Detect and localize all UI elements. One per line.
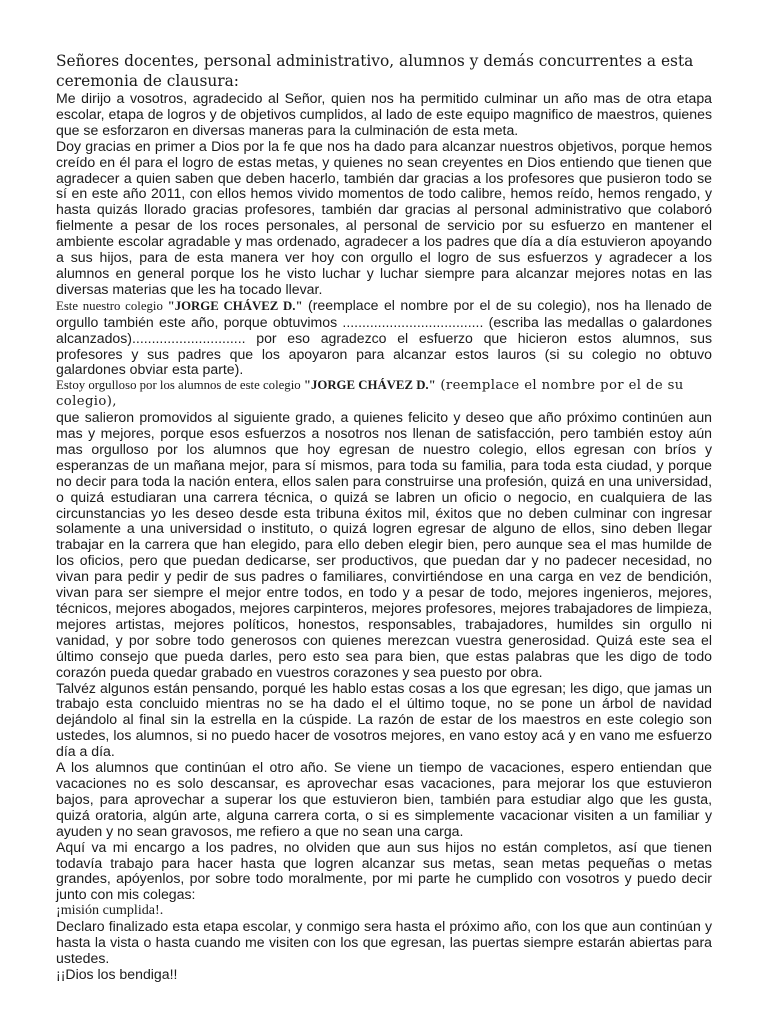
paragraph-students: que salieron promovidos al siguiente grado, a quienes felicito y deseo que año próximo continúen aun mas y mejores, porque esos esfuerzos a nosotros nos llenan de satisfacción, pero también estoy aún mas orgulloso por los alumnos que hoy egresan de nuestro colegio, ellos egresan con bríos y esperanzas de un mañana mejor, para sí mismos, para toda su familia, para toda esta ciudad, y porque no decir para toda la nación entera, ellos salen para construirse una profesión, quizá en una universidad, o quizá estudiaran una carrera técnica, o quizá se labren un oficio o negocio, en cualquiera de las circunstancias yo les deseo desde esta tribuna éxitos mil, éxitos que no deben culminar con ingresar solamente a una universidad o instituto, o quizá logren egresar de alguno de ellos, sino deben llegar trabajar en la carrera que han elegido, para ello deben elegir bien, pero aunque sea el mas humilde de los oficios, pero que puedan dedicarse, ser productivos, que puedan dar y no padecer necesidad, no vivan para pedir y pedir de sus padres o familiares, convirtiéndose en una carga en vez de bendición, vivan para ser siempre el mejor entre todos, en todo y a pesar de todo, mejores ingenieros, mejores, técnicos, mejores abogados, mejores carpinteros, mejores profesores, mejores trabajadores de limpieza, mejores artistas, mejores políticos, honestos, responsables, trabajadores, humildes sin orgullo ni vanidad, y por sobre todo generosos con quienes merezcan vuestra generosidad. Quizá este sea el último consejo que pueda darles, pero esto sea para bien, que estas palabras que les digo de todo corazón pueda quedar grabado en vuestros corazones y sea puesto por obra. (56, 409, 712, 680)
paragraph-reflection: Talvéz algunos están pensando, porqué les hablo estas cosas a los que egresan; les digo, que jamas un trabajo esta concluido mientras no se ha dado el el último toque, no se pone un árbol de navidad dejándolo al final sin la estrella en la cúspide. La razón de estar de los maestros en este colegio son ustedes, los alumnos, si no puedo hacer de vosotros mejores, en vano estoy acá y en vano me esfuerzo día a día. (56, 679, 712, 760)
paragraph-school-pride (56, 298, 712, 379)
paragraph-continuing: A los alumnos que continúan el otro año. Se viene un tiempo de vacaciones, espero entiendan que vacaciones no es solo descansar, es aprovechar esas vacaciones, para mejorar los que estuvieron bajos, para aprovechar a superar los que estuvieron bien, también para estudiar algo que les gusta, quizá oratoria, algún arte, alguna carrera corta, o si es simplemente vacacionar visiten a un familiar y ayuden y no sean gravosos, me refiero a que no sean una carga. (56, 759, 712, 839)
blessing-line: ¡¡Dios los bendiga!! (56, 965, 178, 982)
students-lead-text: Estoy orgulloso por los alumnos de este colegio (56, 378, 304, 393)
school-name: "JORGE CHÁVEZ D." (167, 298, 303, 313)
replace-note: (reemplace el nombre por el de su colegio), (56, 378, 684, 410)
paragraph-closing: Declaro finalizado esta etapa escolar, y conmigo sera hasta el próximo año, con los que aun continúan y hasta la vista o hasta cuando me visiten con los que egresan, las puertas siempre estarán abiertas para ustedes. (56, 918, 712, 966)
paragraph-thanks: Doy gracias en primer a Dios por la fe que nos ha dado para alcanzar nuestros objetivos, porque hemos creído en él para el logro de estas metas, y quienes no sean creyentes en Dios entiendo que tienen que agradecer a quien saben que deben hacerlo, también dar gracias a los profesores que pusieron todo se sí en este año 2011, con ellos hemos vivido momentos de todo calibre, hemos reído, hemos rengado, y hasta quizás llorado gracias profesores, también dar gracias al personal administrativo que colaboró fielmente a pesar de los roces personales, al personal de servicio por su esfuerzo en mantener el ambiente escolar agradable y mas ordenado, agradecer a los padres que día a día estuvieron apoyando a sus hijos, para de esta manera ver hoy con orgullo el logro de sus esfuerzos y agradecer a los alumnos en general porque los he visto luchar y luchar siempre para alcanzar mejores notas en las diversas materias que les ha tocado llevar. (56, 137, 712, 297)
paragraph-intro: Me dirijo a vosotros, agradecido al Señor, quien nos ha permitido culminar un año mas de otra etapa escolar, etapa de logros y de objetivos cumplidos, al lado de este equipo magnifico de maestros, quienes que se esforzaron en diversas maneras para la culminación de esta meta. (56, 90, 712, 138)
school-rest-text: (reemplace el nombre por el de su colegio), nos ha llenado de orgullo también este año, porque obtuvimos .................................... (escriba las medallas o galardones alcanzados)............................. por eso agradezco el esfuerzo que hicieron estos alumnos, sus profesores y sus padres que los apoyaron para alcanzar estos lauros (si su colegio no obtuvo galardones obviar esta parte). (56, 296, 712, 378)
school-lead-text: Este nuestro colegio (56, 298, 168, 313)
salutation-heading: Señores docentes, personal administrativo, alumnos y demás concurrentes a esta ceremonia de clausura: (56, 52, 694, 90)
paragraph-students-heading (56, 378, 712, 410)
paragraph-parents: Aquí va mi encargo a los padres, no olviden que aun sus hijos no están completos, así que tienen todavía trabajo para hacer hasta que logren alcanzar sus metas, sean metas pequeñas o metas grandes, apóyenlos, por sobre todo moralmente, por mi parte he cumplido con vosotros y puedo decir junto con mis colegas: (56, 838, 712, 903)
school-name-2: "JORGE CHÁVEZ D." (303, 378, 436, 393)
mission-accomplished: ¡misión cumplida!. (56, 902, 164, 919)
